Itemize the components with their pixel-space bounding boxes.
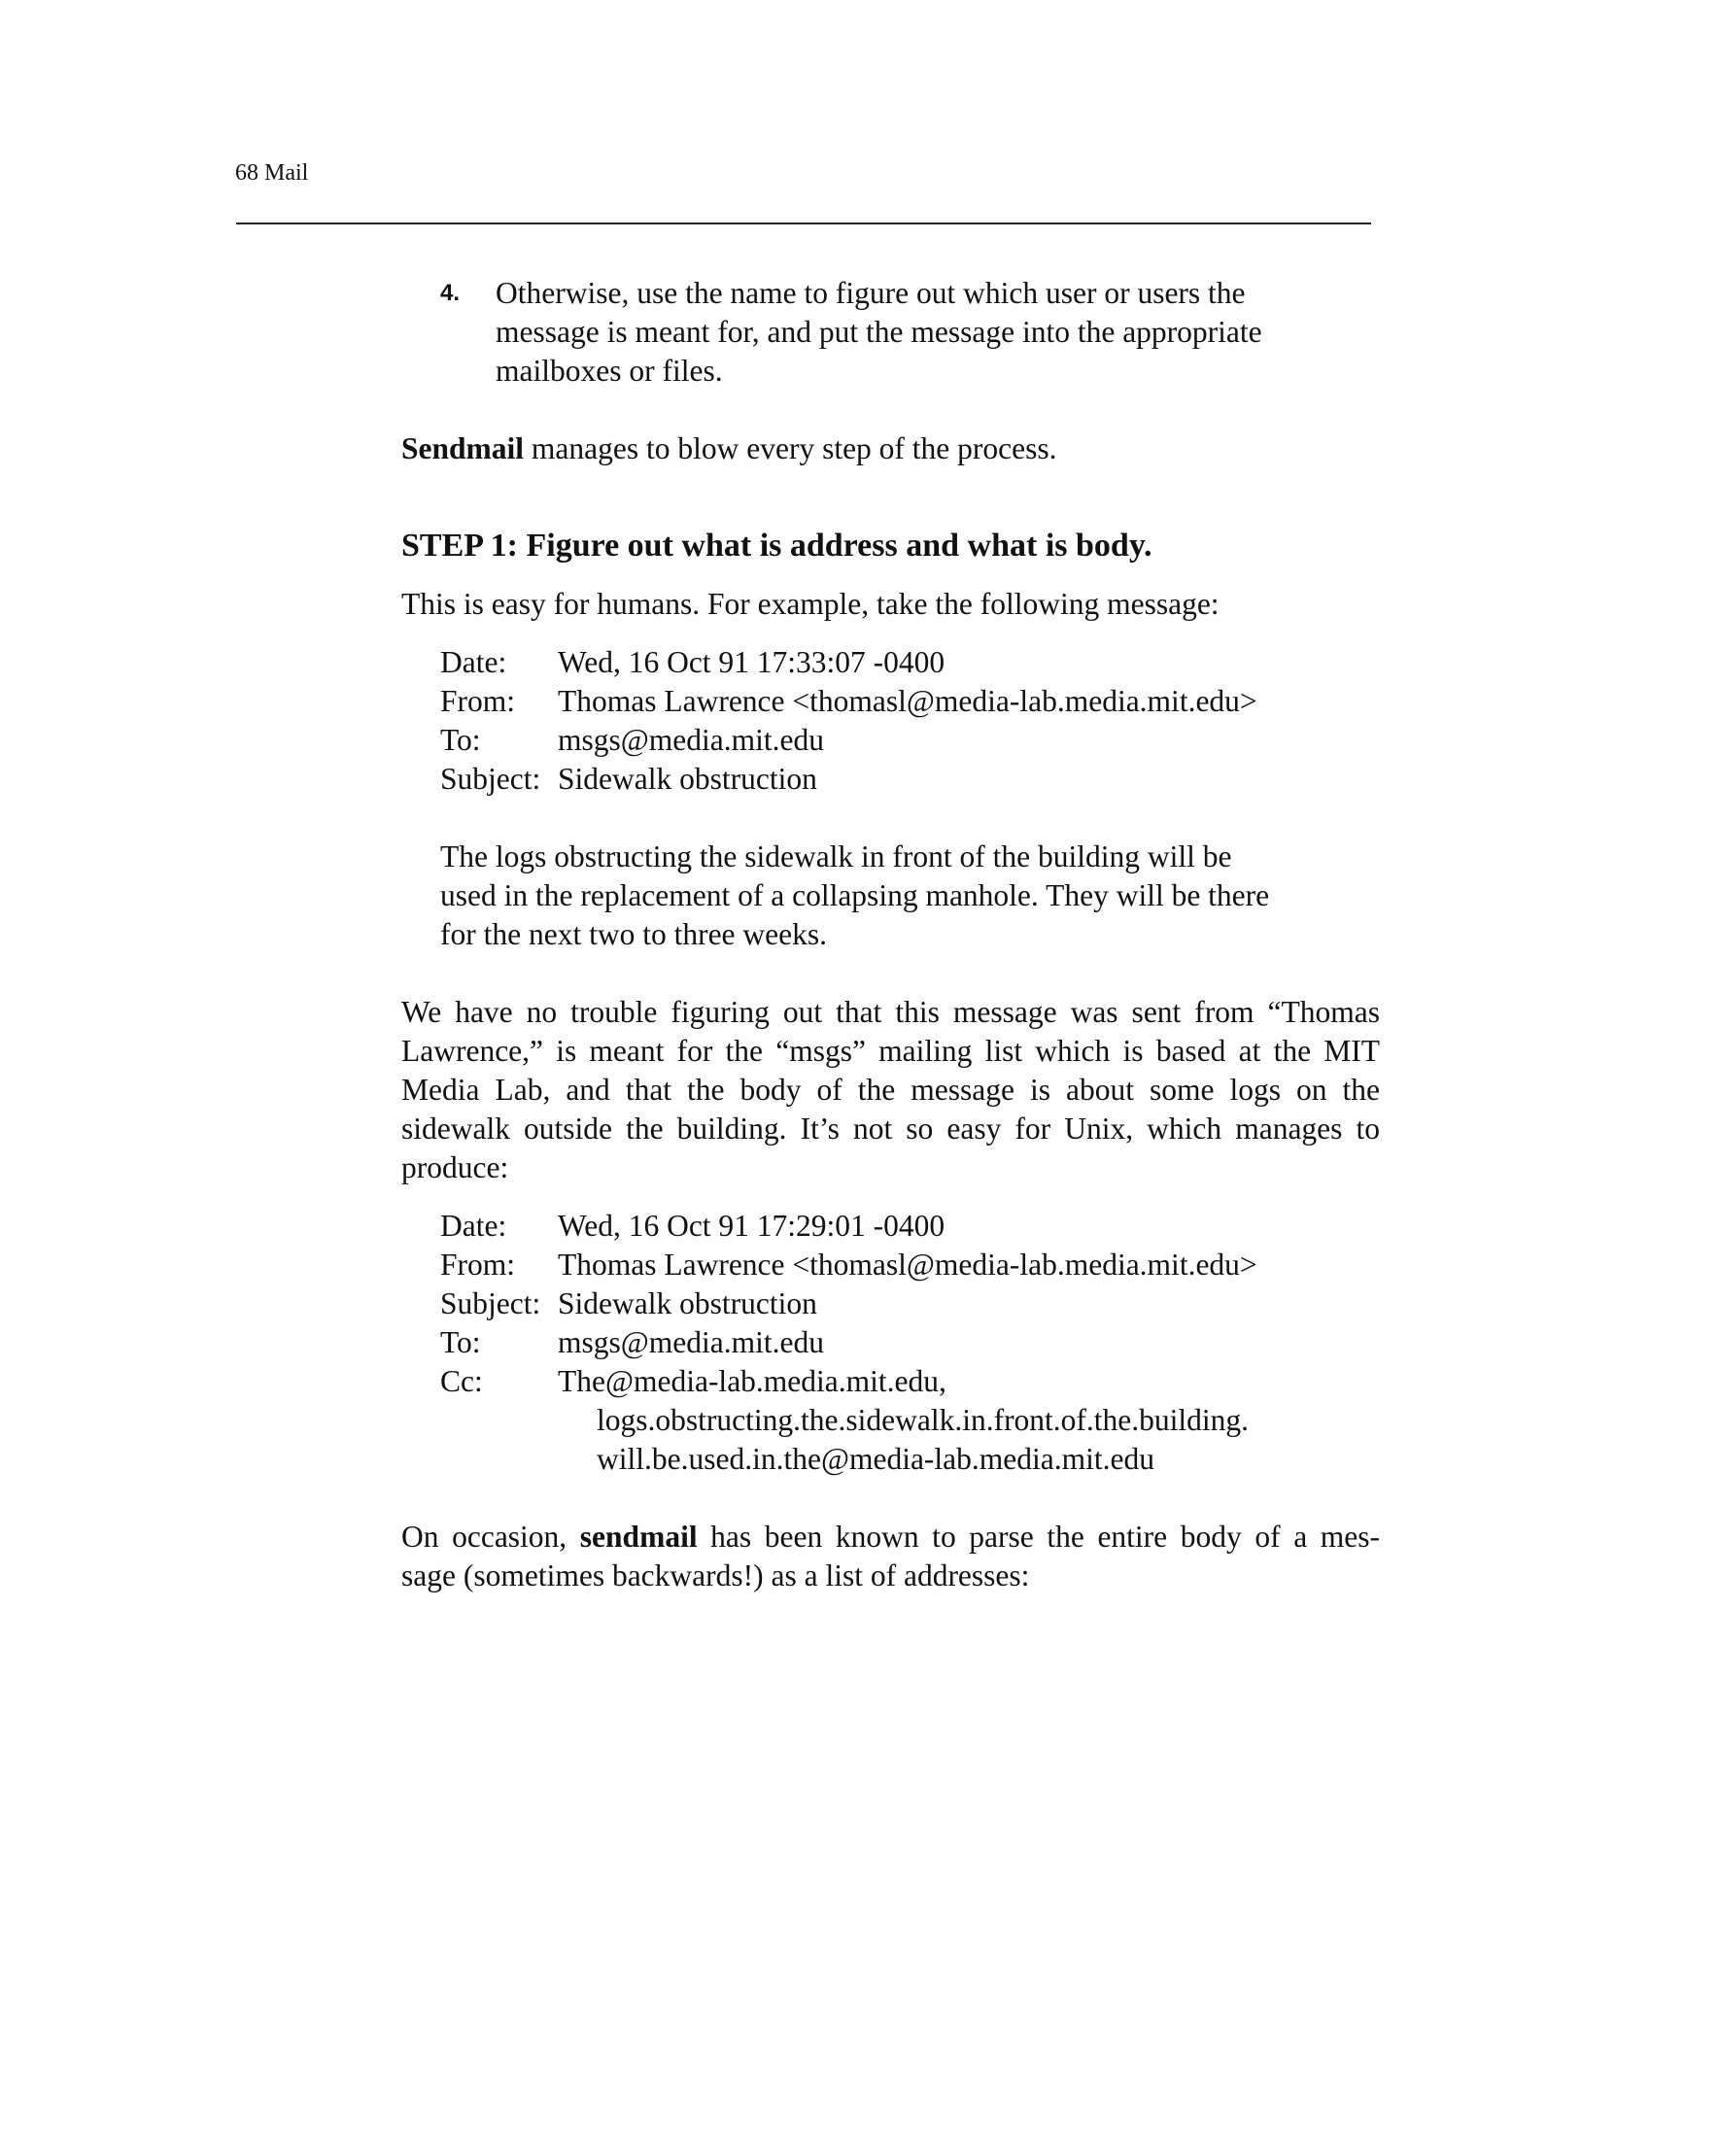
paragraph-line <box>401 1518 1380 1557</box>
list-item-line: mailboxes or files. <box>496 354 723 388</box>
sendmail-term: Sendmail <box>401 431 525 465</box>
header-value: Wed, 16 Oct 91 17:33:07 -0400 <box>558 645 945 679</box>
header-label: Date: <box>440 1209 507 1243</box>
header-label: Date: <box>440 645 507 679</box>
header-label: Subject: <box>440 1286 541 1320</box>
header-value: Wed, 16 Oct 91 17:29:01 -0400 <box>558 1209 945 1243</box>
header-value: The@media-lab.media.mit.edu, <box>558 1364 946 1398</box>
header-value: Thomas Lawrence <thomasl@media-lab.media.mit.edu> <box>558 1248 1257 1282</box>
list-item-line: Otherwise, use the name to figure out which user or users the <box>496 276 1246 310</box>
message-body-line: used in the replacement of a collapsing manhole. They will be there <box>440 878 1270 912</box>
sendmail-term: sendmail <box>579 1520 698 1554</box>
cc-continuation-line: logs.obstructing.the.sidewalk.in.front.of.the.building. <box>597 1403 1250 1437</box>
header-rule <box>236 222 1371 224</box>
paragraph-line: Lawrence,” is meant for the “msgs” mailing list which is based at the MIT <box>401 1034 1380 1068</box>
closing-rest: has been known to parse the entire body of a mes- <box>697 1520 1381 1554</box>
header-label: To: <box>440 723 481 757</box>
header-label: From: <box>440 1248 516 1282</box>
step1-heading: STEP 1: Figure out what is address and what is body. <box>401 528 1152 564</box>
header-label: Cc: <box>440 1364 483 1398</box>
running-header <box>235 158 308 188</box>
header-value: Thomas Lawrence <thomasl@media-lab.media.mit.edu> <box>558 684 1257 718</box>
header-value: Sidewalk obstruction <box>558 1286 817 1320</box>
message-body-line: The logs obstructing the sidewalk in front of the building will be <box>440 839 1232 873</box>
paragraph-line: produce: <box>401 1150 509 1184</box>
paragraph-line: sage (sometimes backwards!) as a list of addresses: <box>401 1558 1030 1592</box>
cc-continuation-line: will.be.used.in.the@media-lab.media.mit.edu <box>597 1442 1154 1476</box>
header-value: msgs@media.mit.edu <box>558 1325 824 1359</box>
header-label: Subject: <box>440 762 541 796</box>
intro-text: manages to blow every step of the process. <box>524 431 1057 465</box>
intro-paragraph <box>401 429 1057 468</box>
section-title: Mail <box>264 160 309 186</box>
closing-prefix: On occasion, <box>401 1520 580 1554</box>
header-label: To: <box>440 1325 481 1359</box>
paragraph-line: Media Lab, and that the body of the message is about some logs on the <box>401 1073 1380 1107</box>
header-label: From: <box>440 684 516 718</box>
list-number: 4. <box>440 280 461 306</box>
step1-lead: This is easy for humans. For example, take the following message: <box>401 587 1220 621</box>
paragraph-line: sidewalk outside the building. It’s not so easy for Unix, which manages to <box>401 1112 1380 1146</box>
list-item-line: message is meant for, and put the message into the appropriate <box>496 315 1262 349</box>
paragraph-line: We have no trouble figuring out that this message was sent from “Thomas <box>401 995 1380 1029</box>
page-number: 68 <box>235 160 258 186</box>
header-value: msgs@media.mit.edu <box>558 723 824 757</box>
message-body-line: for the next two to three weeks. <box>440 917 827 951</box>
header-value: Sidewalk obstruction <box>558 762 817 796</box>
